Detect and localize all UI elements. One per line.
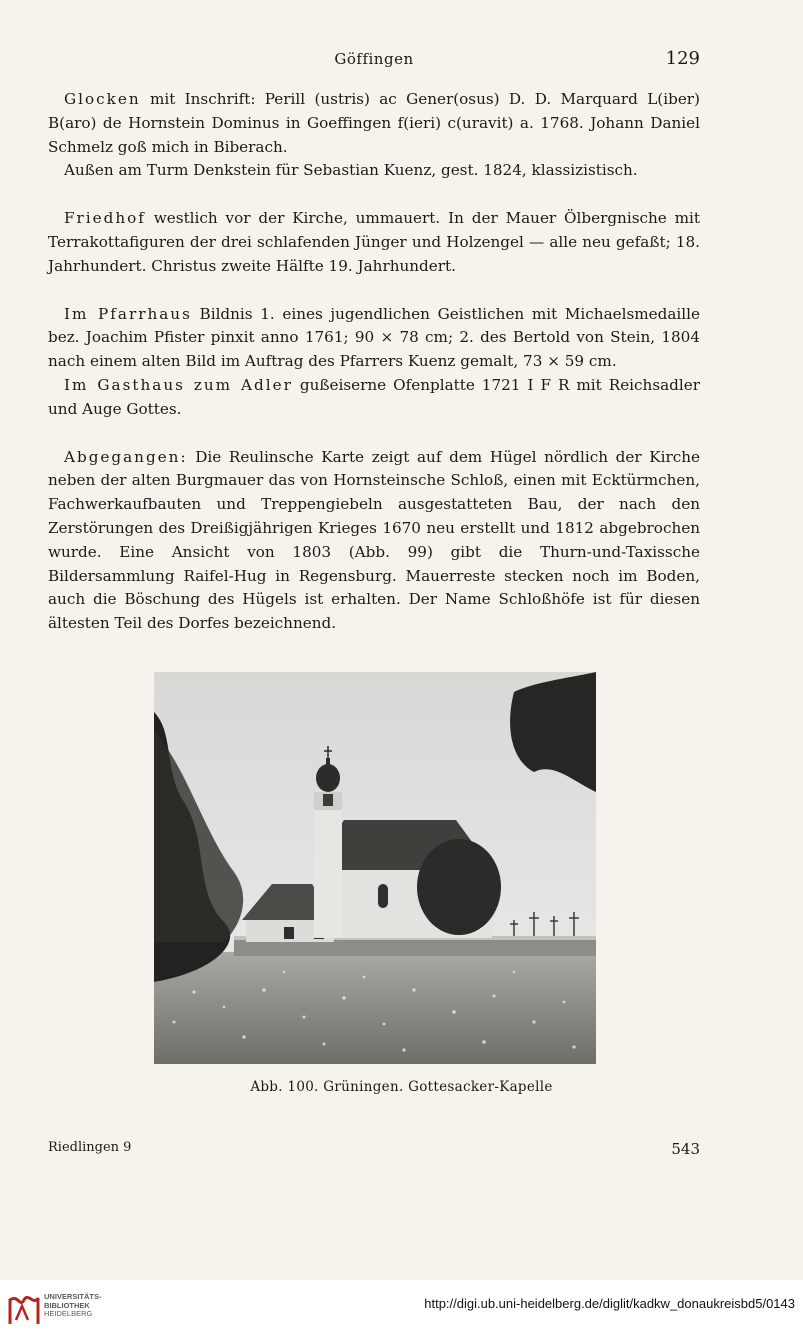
- paragraph-text: mit Inschrift: Perill (ustris) ac Gener(osus) D. D. Marquard L(iber) B(aro) de Hornstein Dominus in Goeffingen f(ieri) c(uravit) a. 1768. Johann Daniel Schmelz goß mich in Biberach.: [48, 90, 700, 156]
- spaced-lead: Im Gasthaus zum Adler: [64, 375, 293, 394]
- paragraph-text: Die Reulinsche Karte zeigt auf dem Hügel nördlich der Kirche neben der alten Burgmauer das von Hornsteinsche Schloß, einen mit Ecktürmchen, Fachwerkaufbauten und Treppengiebeln ausgestatteten Bau, der nach den Zerstörungen des Dreißigjährigen Krieges 1670 neu erstellt und 1812 abgebrochen wurde. Eine Ansicht von 1803 (Abb. 99) gibt die Thurn-und-Taxissche Bildersammlung Raifel-Hug in Regensburg. Mauerreste stecken noch im Boden, auch die Böschung des Hügels ist erhalten. Der Name Schloßhöfe ist für diesen ältesten Teil des Dorfes bezeichnend.: [48, 447, 700, 633]
- spaced-lead: Im Pfarrhaus: [64, 304, 192, 323]
- library-footer-bar: [0, 1280, 803, 1335]
- chapel-photograph: [154, 672, 596, 1064]
- paragraph-friedhof: [48, 207, 700, 278]
- spaced-lead: Friedhof: [64, 209, 146, 228]
- university-library-logo-icon: [6, 1290, 42, 1328]
- page-number: 129: [665, 48, 700, 69]
- paragraph-text: Bildnis 1. eines jugendlichen Geistlichen mit Michaelsmedaille bez. Joachim Pfister pinxit anno 1761; 90 × 78 cm; 2. des Bertold von Stein, 1804 nach einem alten Bild im Auftrag des Pfarrers Kuenz gemalt, 73 × 59 cm.: [48, 304, 700, 371]
- paragraph-pfarrhaus: [48, 303, 700, 374]
- paragraph-gasthaus: [48, 374, 700, 422]
- library-name: UNIVERSITÄTS- BIBLIOTHEK HEIDELBERG: [44, 1292, 102, 1319]
- signature-mark: Riedlingen 9: [48, 1140, 132, 1155]
- paragraph-text: gußeiserne Ofenplatte 1721 I F R mit Reichsadler und Auge Gottes.: [48, 375, 701, 418]
- figure-caption: Abb. 100. Grüningen. Gottesacker-Kapelle: [250, 1079, 553, 1095]
- spaced-lead: Glocken: [64, 90, 141, 108]
- sheet-number: 543: [671, 1140, 700, 1158]
- paragraph-text: Außen am Turm Denkstein für Sebastian Kuenz, gest. 1824, klassizistisch.: [64, 161, 638, 180]
- paragraph-abgegangen: [48, 446, 700, 636]
- running-title: Göffingen: [334, 50, 414, 68]
- spaced-lead: Abgegangen:: [64, 447, 188, 466]
- paragraph-glocken: [48, 88, 700, 159]
- paragraph-text: westlich vor der Kirche, ummauert. In der Mauer Ölbergnische mit Terrakottafiguren der drei schlafenden Jünger und Holzengel — alle neu gefaßt; 18. Jahrhundert. Christus zweite Hälfte 19. Jahrhundert.: [48, 209, 700, 275]
- page-header: [48, 46, 700, 76]
- body-text: [48, 88, 700, 636]
- permalink-url[interactable]: http://digi.ub.uni-heidelberg.de/diglit/kadkw_donaukreisbd5/0143: [424, 1296, 795, 1311]
- paragraph-denkstein: [48, 159, 700, 183]
